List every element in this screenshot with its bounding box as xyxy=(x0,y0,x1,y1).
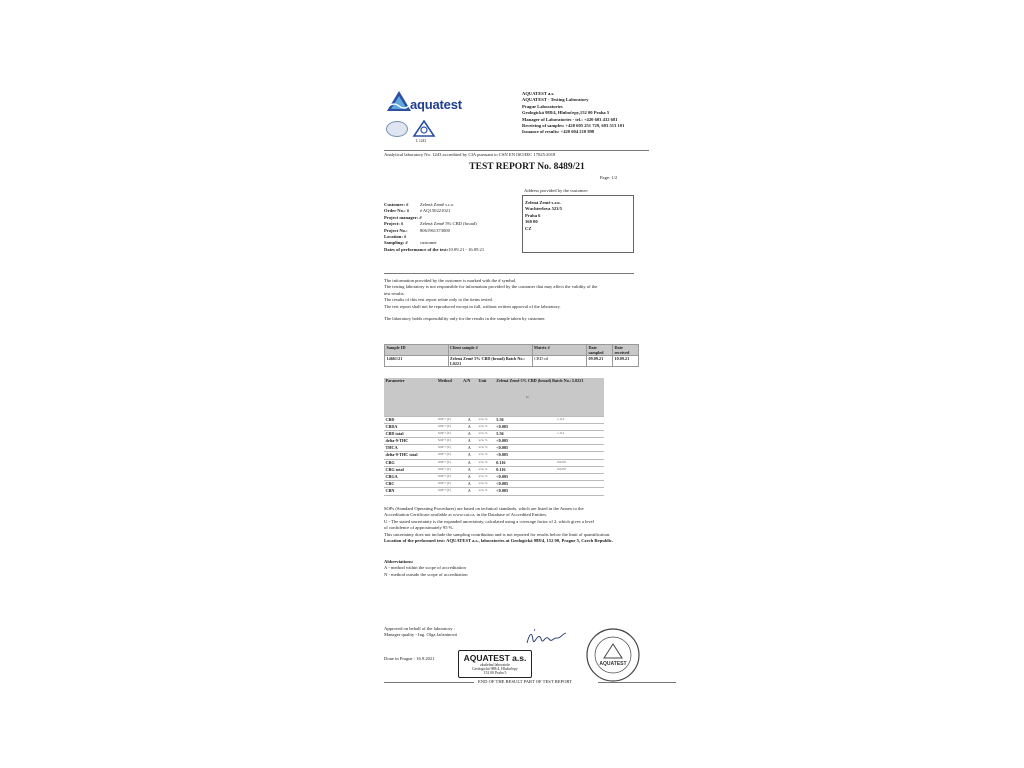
result-unit: w/w % xyxy=(477,445,495,452)
info-label: Project manager: # xyxy=(384,214,422,220)
result-accreditation: A xyxy=(462,452,477,459)
address-line: CZ xyxy=(525,225,532,231)
table-row xyxy=(384,423,604,430)
note-line: This uncertainty does not include the sampling contribution and is not reported for results below the limit of quantification. xyxy=(384,531,611,537)
address-label: Address provided by the customer: xyxy=(524,188,589,193)
result-uncertainty xyxy=(556,445,604,452)
page-number: Page: 1/2 xyxy=(600,175,618,180)
result-method: SOP 7 (0 ) xyxy=(436,430,461,437)
result-accreditation: A xyxy=(462,481,477,488)
result-parameter: CBG xyxy=(384,459,436,466)
stamp-line: 152 00 Praha 5 xyxy=(483,671,507,675)
table-row xyxy=(384,416,604,423)
result-method: SOP 7 (0 ) xyxy=(436,466,461,473)
laboratory-seal-icon xyxy=(585,627,641,683)
result-unit: w/w % xyxy=(477,438,495,445)
abbreviations-block xyxy=(384,559,468,578)
result-value: <0.005 xyxy=(495,474,556,481)
disclaimer-line: test results. xyxy=(384,290,405,296)
sample-header: Date received xyxy=(613,345,639,356)
company-line: Issuance of results: +420 604 210 898 xyxy=(522,129,595,135)
sample-cell: 10.09.21 xyxy=(613,356,639,367)
disclaimer-block xyxy=(384,278,597,323)
note-line: Accreditation Certificate available at www.cai.cz, in the Database of Accredited Entities. xyxy=(384,512,548,518)
logo-wordmark: aquatest xyxy=(410,97,462,112)
company-info xyxy=(522,91,624,136)
result-uncertainty: 1.112 xyxy=(556,430,604,437)
result-value: <0.005 xyxy=(495,445,556,452)
abbreviation-item: A - method within the scope of accreditation xyxy=(384,565,466,571)
accreditation-number: L 1243 xyxy=(416,139,427,143)
result-parameter: CBD total xyxy=(384,430,436,437)
info-value: Zelená Země s.r.o. xyxy=(420,202,455,207)
result-accreditation: A xyxy=(462,423,477,430)
approval-line: Approved on behalf of the laboratory : xyxy=(384,626,455,631)
sample-header: Date sampled xyxy=(587,345,613,356)
result-uncertainty xyxy=(556,452,604,459)
iso-badge-icon xyxy=(386,121,408,137)
section-divider xyxy=(384,273,634,274)
sample-header: Client sample # xyxy=(448,345,532,356)
table-row xyxy=(384,466,604,473)
info-value: é AQ150221021 xyxy=(420,208,451,214)
notes-block xyxy=(384,506,613,544)
company-stamp xyxy=(458,650,532,678)
table-row xyxy=(384,452,604,459)
accreditation-note: Analytical laboratory No. 1243 accredited by CIA pursuant to CSN EN ISO/IEC 17025:2018 xyxy=(384,152,556,157)
sample-cell: Zelená Země 5% CBD (broad) Batch No.: L0221 xyxy=(448,356,532,367)
result-uncertainty xyxy=(556,488,604,495)
sample-header: Sample ID xyxy=(385,345,449,356)
result-value: <0.005 xyxy=(495,438,556,445)
info-label: Project No.: xyxy=(384,227,408,233)
info-label: Location: # xyxy=(384,234,407,240)
approval-manager: Manager quality - Ing. Olga Jačaninová xyxy=(384,632,457,638)
result-accreditation: A xyxy=(462,416,477,423)
note-line: SOPs (Standard Operating Procedures) are based on technical standards, which are listed in the Annex to the xyxy=(384,506,584,511)
signature-icon xyxy=(524,628,569,648)
footer-rule-right xyxy=(598,682,676,683)
result-uncertainty: 0.0232 xyxy=(556,459,604,466)
customer-info xyxy=(384,202,484,253)
company-line: Manager of Laboratories - tel.: +420 603 432 681 xyxy=(522,116,618,122)
footer-rule-left xyxy=(384,682,474,683)
results-header: Unit xyxy=(477,378,495,416)
result-accreditation: A xyxy=(462,466,477,473)
result-accreditation: A xyxy=(462,438,477,445)
result-uncertainty xyxy=(556,423,604,430)
result-parameter: CBC xyxy=(384,481,436,488)
result-method: SOP 7 (0 ) xyxy=(436,423,461,430)
results-header xyxy=(495,378,604,416)
header-divider xyxy=(384,150,649,151)
company-line: AQUATEST - Testing Laboratory xyxy=(522,97,589,103)
approval-block xyxy=(384,626,457,639)
results-table xyxy=(384,378,604,496)
results-header-sample: Zelená Země 5% CBD (broad) Batch No.: L0221 xyxy=(496,378,584,383)
result-parameter: CBGA xyxy=(384,474,436,481)
result-parameter: CBG total xyxy=(384,466,436,473)
results-header: Parameter xyxy=(384,378,436,416)
sample-row xyxy=(385,356,639,367)
table-row xyxy=(384,438,604,445)
result-unit: w/w % xyxy=(477,474,495,481)
result-method: SOP 7 (0 ) xyxy=(436,416,461,423)
info-label: Dates of performance of the test: xyxy=(384,246,449,252)
disclaimer-line: The results of this test report relate only to the items tested. xyxy=(384,297,493,303)
abbreviations-title: Abbreviations: xyxy=(384,559,414,564)
results-header: Method xyxy=(436,378,461,416)
stamp-line: zkušební laboratoře xyxy=(480,663,510,667)
result-parameter: CBDA xyxy=(384,423,436,430)
result-uncertainty xyxy=(556,481,604,488)
result-unit: w/w % xyxy=(477,452,495,459)
end-of-report: END OF THE RESULT PART OF TEST REPORT xyxy=(478,679,573,684)
abbreviation-item: N - method outside the scope of accreditation xyxy=(384,571,468,577)
result-method: SOP 7 (0 ) xyxy=(436,459,461,466)
results-header: A/N xyxy=(462,378,477,416)
result-method: SOP 7 (0 ) xyxy=(436,445,461,452)
result-unit: w/w % xyxy=(477,430,495,437)
result-method: SOP 7 (0 ) xyxy=(436,488,461,495)
result-value: <0.005 xyxy=(495,452,556,459)
results-body xyxy=(384,416,604,495)
result-method: SOP 7 (0 ) xyxy=(436,452,461,459)
disclaimer-line: The laboratory holds responsibility only for the results in the sample taken by customer. xyxy=(384,316,546,322)
table-row xyxy=(384,481,604,488)
company-line: Geologická 988/4, Hlubočepy,152 00 Praha 5 xyxy=(522,110,610,116)
address-line: 160 00 xyxy=(525,219,538,225)
uncertainty-header: U xyxy=(526,395,529,399)
aquatest-logo-icon xyxy=(386,90,412,112)
info-label: Project: # xyxy=(384,221,404,227)
result-value: 0.116 xyxy=(495,466,556,473)
info-value: Zelená Země 5% CBD (broad) xyxy=(420,221,477,227)
result-unit: w/w % xyxy=(477,466,495,473)
result-value: 5.56 xyxy=(495,416,556,423)
result-uncertainty: 1.112 xyxy=(556,416,604,423)
result-parameter: THCA xyxy=(384,445,436,452)
stamp-line: Geologická 988/4, Hlubočepy xyxy=(472,667,518,671)
result-accreditation: A xyxy=(462,430,477,437)
address-box xyxy=(522,195,634,253)
result-value: 5.56 xyxy=(495,430,556,437)
table-row xyxy=(384,474,604,481)
result-method: SOP 7 (0 ) xyxy=(436,481,461,488)
result-value: <0.005 xyxy=(495,481,556,488)
result-uncertainty xyxy=(556,438,604,445)
table-row xyxy=(384,430,604,437)
sample-cell: 09.09.21 xyxy=(587,356,613,367)
seal-text: AQUATEST xyxy=(599,661,627,667)
done-date: Done in Prague : 16.9.2021 xyxy=(384,656,435,661)
disclaimer-line: The information provided by the customer is marked with the # symbol. xyxy=(384,278,517,283)
note-line: U - The stated uncertainty is the expanded uncertainty, calculated using a coverage factor of 2, which gives a level xyxy=(384,518,594,524)
result-unit: w/w % xyxy=(477,459,495,466)
note-line: of confidence of approximately 95 %. xyxy=(384,525,454,531)
address-line: Praha 6 xyxy=(525,212,541,218)
company-line: Prague Laboratories xyxy=(522,103,563,109)
result-unit: w/w % xyxy=(477,416,495,423)
result-uncertainty xyxy=(556,474,604,481)
result-value: <0.005 xyxy=(495,488,556,495)
note-line: Location of the performed test: AQUATEST a.s., laboratories at Geologická 988/4, 152 00, Prague 5, Czech Republic. xyxy=(384,538,614,544)
sample-table xyxy=(384,344,639,367)
info-value: 10.09.21 - 16.09.21 xyxy=(448,246,485,252)
result-value: 0.116 xyxy=(495,459,556,466)
result-parameter: delta-9-THC xyxy=(384,438,436,445)
result-uncertainty: 0.0232 xyxy=(556,466,604,473)
info-value: 8061961373000 xyxy=(420,227,450,233)
result-method: SOP 7 (0 ) xyxy=(436,474,461,481)
info-label: Order No.: # xyxy=(384,208,410,214)
report-page xyxy=(372,78,682,693)
address-line: Zelená Země s.r.o. xyxy=(525,200,561,205)
result-accreditation: A xyxy=(462,459,477,466)
result-accreditation: A xyxy=(462,488,477,495)
cia-accreditation-icon xyxy=(412,120,436,138)
result-parameter: delta-9-THC total xyxy=(384,452,436,459)
result-accreditation: A xyxy=(462,445,477,452)
result-value: <0.005 xyxy=(495,423,556,430)
disclaimer-line: The test report shall not be reproduced except in full, without written approval of the laboratory. xyxy=(384,303,561,309)
result-parameter: CBD xyxy=(384,416,436,423)
result-unit: w/w % xyxy=(477,481,495,488)
info-label: Customer: # xyxy=(384,202,409,207)
report-title: TEST REPORT No. 8489/21 xyxy=(469,162,585,172)
result-method: SOP 7 (0 ) xyxy=(436,438,461,445)
address-line: Wuchterlova 523/5 xyxy=(525,206,563,212)
result-parameter: CBN xyxy=(384,488,436,495)
company-line: AQUATEST a.s. xyxy=(522,91,555,96)
sample-header: Matrix # xyxy=(532,345,587,356)
table-row xyxy=(384,459,604,466)
sample-cell: CBD oil xyxy=(532,356,587,367)
disclaimer-line: The testing laboratory is not responsible for information provided by the customer that may affect the validity of the xyxy=(384,284,598,290)
table-row xyxy=(384,445,604,452)
result-accreditation: A xyxy=(462,474,477,481)
sample-cell: 14661/21 xyxy=(385,356,449,367)
result-unit: w/w % xyxy=(477,423,495,430)
company-line: Receiving of samples: +420 605 251 729, 603 513 101 xyxy=(522,123,625,129)
info-value: customer xyxy=(420,240,437,246)
stamp-line: AQUATEST a.s. xyxy=(463,653,527,663)
result-unit: w/w % xyxy=(477,488,495,495)
table-row xyxy=(384,488,604,495)
info-label: Sampling: # xyxy=(384,240,408,246)
